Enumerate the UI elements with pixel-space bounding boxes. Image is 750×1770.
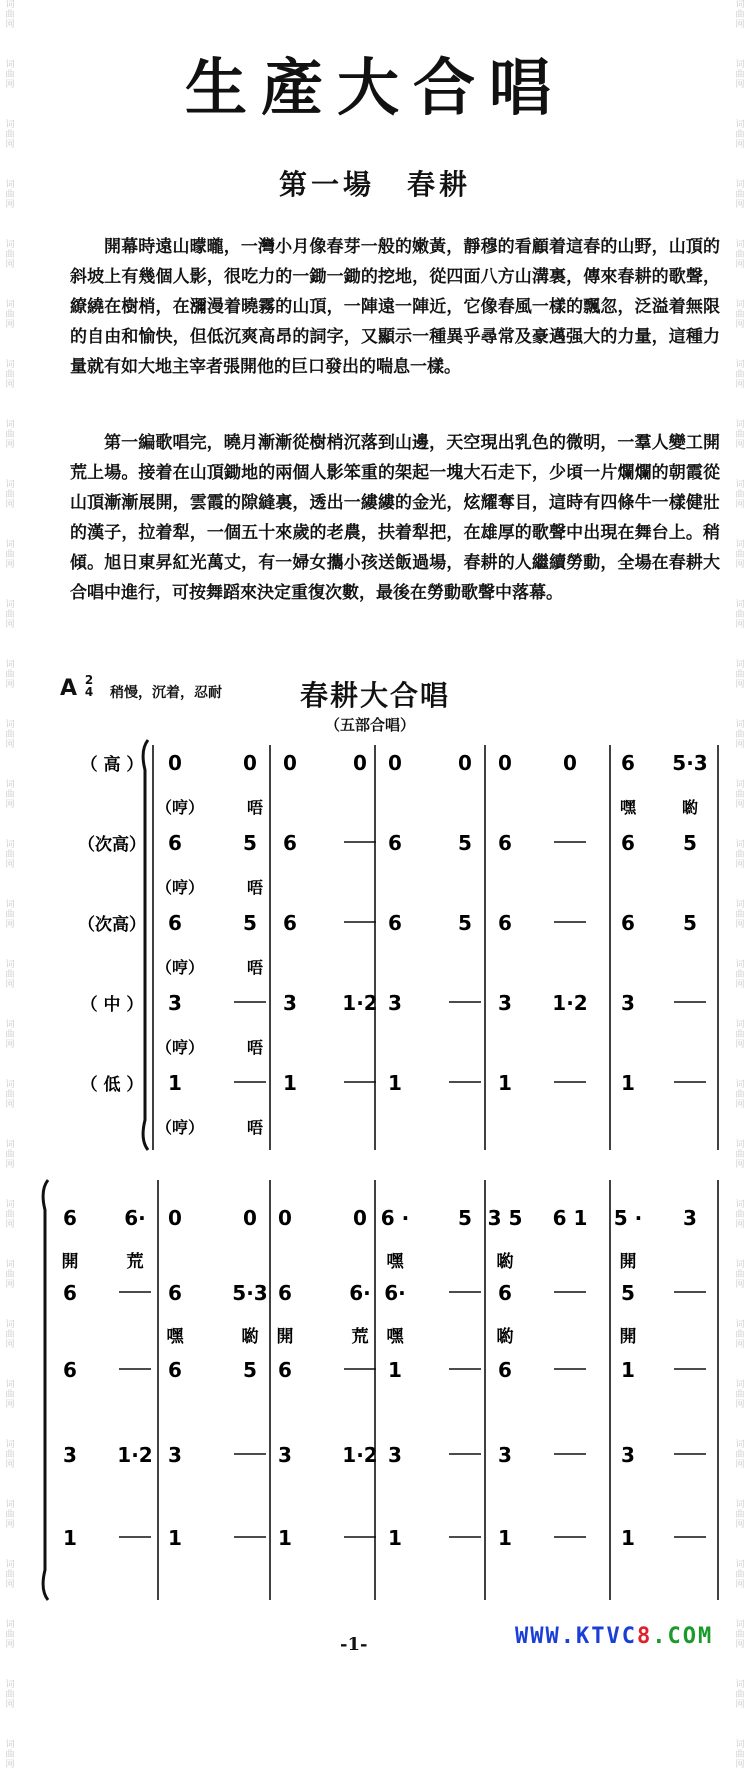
paragraph-1-text: 開幕時遠山曚曨，一灣小月像春芽一般的嫩黃，靜穆的看顧着這春的山野，山頂的斜坡上有幾個人影，很吃力的一鋤一鋤的挖地，從四面八方山溝裏，傳來春耕的歌聲，繚繞在樹梢，在瀰漫着曉霧的山頂，一陣遠一陣近，它像春風一樣的飄忽，泛溢着無限的自由和愉快，但低沉爽高昂的詞字，又顯示一種異乎尋常及豪邁强大的力量，這種力量就有如大地主宰者張開他的巨口發出的喘息一樣。 <box>70 237 720 377</box>
lyric: （哼） <box>155 1038 205 1057</box>
note: 0 <box>243 751 257 775</box>
note: 6 <box>621 911 635 935</box>
note: 6 <box>168 911 182 935</box>
note: 3 <box>278 1443 292 1467</box>
watermark-text: 词 曲 网 <box>735 1740 745 1770</box>
watermark-text: 词 曲 网 <box>735 420 745 450</box>
watermark-text: 词 曲 网 <box>735 1200 745 1230</box>
watermark-text: 词 曲 网 <box>735 60 745 90</box>
tempo-marking: 稍慢，沉着，忍耐 <box>110 685 222 701</box>
note: 3 <box>388 991 402 1015</box>
note: 1 <box>621 1358 635 1382</box>
watermark-text: 词 曲 网 <box>5 1560 15 1590</box>
part-label: （ 中 ） <box>80 995 144 1015</box>
watermark-text: 词 曲 网 <box>5 1500 15 1530</box>
watermark-text: 词 曲 网 <box>5 1440 15 1470</box>
watermark-text: 词 曲 网 <box>735 1080 745 1110</box>
note: 5 <box>458 1206 472 1230</box>
watermark-text: 词 曲 网 <box>735 1140 745 1170</box>
note: 0 <box>283 751 297 775</box>
watermark-text: 词 曲 网 <box>735 540 745 570</box>
watermark-text: 词 曲 网 <box>735 1620 745 1650</box>
note: 3 <box>621 991 635 1015</box>
lyric: （哼） <box>155 798 205 817</box>
note: 1 <box>168 1071 182 1095</box>
song-subtitle: （五部合唱） <box>325 716 416 734</box>
note: 5 <box>621 1281 635 1305</box>
note: 3 <box>63 1443 77 1467</box>
note: 1·2 <box>342 1443 378 1467</box>
note: 5·3 <box>672 751 708 775</box>
time-signature <box>82 674 96 698</box>
note: 0 <box>388 751 402 775</box>
watermark-text: 词 曲 网 <box>5 900 15 930</box>
note: 1 <box>388 1071 402 1095</box>
note: 3 <box>498 991 512 1015</box>
note: 5 <box>458 831 472 855</box>
lyric: 喲 <box>241 1327 259 1347</box>
note: 6 <box>621 751 635 775</box>
lyric: 唔 <box>246 798 264 817</box>
site-logo <box>515 1624 713 1649</box>
note: 5·3 <box>232 1281 268 1305</box>
note: 1·2 <box>117 1443 153 1467</box>
watermark-text: 词 曲 网 <box>735 300 745 330</box>
main-title: 生產大合唱 <box>184 51 565 124</box>
note: 1·2 <box>342 991 378 1015</box>
note: 6 <box>168 1281 182 1305</box>
lyric: 嘿 <box>386 1327 404 1347</box>
note: 0 <box>168 1206 182 1230</box>
watermark-text: 词 曲 网 <box>735 1560 745 1590</box>
watermark-text: 词 曲 网 <box>5 420 15 450</box>
watermark-text: 词 曲 网 <box>5 780 15 810</box>
watermark-text: 词 曲 网 <box>5 540 15 570</box>
note: 6· <box>384 1281 406 1305</box>
lyric: 開 <box>61 1252 79 1272</box>
meter-top: 2 <box>84 673 94 687</box>
page-number: -1- <box>340 1634 368 1655</box>
part-label: （ 低 ） <box>80 1075 144 1095</box>
note: 3 <box>168 1443 182 1467</box>
lyric: 喲 <box>496 1252 514 1272</box>
watermark-text: 词 曲 网 <box>5 120 15 150</box>
watermark-text: 词 曲 网 <box>5 240 15 270</box>
watermark-text: 词 曲 网 <box>5 300 15 330</box>
note: 3 <box>283 991 297 1015</box>
note: 6 <box>388 831 402 855</box>
watermark-text: 词 曲 网 <box>5 600 15 630</box>
watermark-text: 词 曲 网 <box>735 1440 745 1470</box>
note: 0 <box>353 751 367 775</box>
watermark-text: 词 曲 网 <box>5 840 15 870</box>
watermark-text: 词 曲 网 <box>5 1080 15 1110</box>
note: 1 <box>621 1071 635 1095</box>
watermark-text: 词 曲 网 <box>735 780 745 810</box>
lyric: （哼） <box>155 1118 205 1137</box>
note: 1 <box>388 1358 402 1382</box>
note: 1 <box>498 1071 512 1095</box>
paragraph-2-text: 第一編歌唱完，曉月漸漸從樹梢沉落到山邊，天空現出乳色的微明，一羣人變工開荒上場。接着在山頂鋤地的兩個人影笨重的架起一塊大石走下，少頃一片爛爛的朝霞從山頂漸漸展開，雲霞的隙縫裏，透出一縷縷的金光，炫耀奪目，這時有四條牛一樣健壯的漢子，拉着犁，一個五十來歲的老農，扶着犁把，在雄厚的歌聲中出現在舞台上。稍傾。旭日東昇紅光萬丈，有一婦女攜小孩送飯過場，春耕的人繼續勞動，全場在春耕大合唱中進行，可按舞蹈來決定重復次數，最後在勞動歌聲中落幕。 <box>70 433 720 603</box>
watermark-text: 词 曲 网 <box>735 1380 745 1410</box>
watermark-text: 词 曲 网 <box>5 180 15 210</box>
note: 6 <box>498 911 512 935</box>
watermark-text: 词 曲 网 <box>5 720 15 750</box>
note: 1 <box>278 1526 292 1550</box>
watermark-text: 词 曲 网 <box>5 1140 15 1170</box>
lyric: 唔 <box>246 1038 264 1057</box>
lyric: 開 <box>619 1252 637 1272</box>
watermark-text: 词 曲 网 <box>735 720 745 750</box>
lyric: 唔 <box>246 1118 264 1137</box>
note: 5 <box>683 911 697 935</box>
watermark-text: 词 曲 网 <box>5 960 15 990</box>
paragraph-2 <box>70 428 720 608</box>
note: 0 <box>353 1206 367 1230</box>
watermark-text: 词 曲 网 <box>5 1320 15 1350</box>
music-score <box>0 740 750 1630</box>
lyric: 嘿 <box>619 798 637 817</box>
part-label: （次高） <box>78 835 146 855</box>
note: 1 <box>498 1526 512 1550</box>
lyric: 喲 <box>681 798 699 817</box>
note: 6 <box>388 911 402 935</box>
note: 6 <box>278 1358 292 1382</box>
note: 6 <box>498 1358 512 1382</box>
note: 6 <box>498 1281 512 1305</box>
lyric: 喲 <box>496 1327 514 1347</box>
note: 5 <box>243 831 257 855</box>
note: 6 <box>283 831 297 855</box>
site-logo-part-0: WWW.KTVC <box>515 1624 637 1649</box>
watermark-text: 词 曲 网 <box>735 480 745 510</box>
note: 0 <box>498 751 512 775</box>
note: 0 <box>278 1206 292 1230</box>
watermark-text: 词 曲 网 <box>735 1020 745 1050</box>
note: 1 <box>283 1071 297 1095</box>
watermark-text: 词 曲 网 <box>735 120 745 150</box>
watermark-text: 词 曲 网 <box>735 1260 745 1290</box>
paragraph-1 <box>70 232 720 382</box>
note: 3 <box>683 1206 697 1230</box>
note: 3 <box>498 1443 512 1467</box>
note: 6 <box>621 831 635 855</box>
note: 6 1 <box>552 1206 588 1230</box>
watermark-text: 词 曲 网 <box>735 660 745 690</box>
watermark-text: 词 曲 网 <box>5 60 15 90</box>
watermark-text: 词 曲 网 <box>735 0 745 30</box>
note: 6· <box>124 1206 146 1230</box>
watermark-text: 词 曲 网 <box>735 240 745 270</box>
system1-brace <box>143 740 148 1150</box>
lyric: 嘿 <box>166 1327 184 1347</box>
watermark-text: 词 曲 网 <box>735 1320 745 1350</box>
watermark-text: 词 曲 网 <box>735 360 745 390</box>
note: 5 <box>243 1358 257 1382</box>
site-logo-part-2: .COM <box>652 1624 714 1649</box>
lyric: 嘿 <box>386 1252 404 1272</box>
note: 6 <box>63 1358 77 1382</box>
part-label: （ 高 ） <box>80 755 144 775</box>
site-logo-part-1: 8 <box>636 1624 653 1649</box>
watermark-text: 词 曲 网 <box>5 660 15 690</box>
note: 3 <box>388 1443 402 1467</box>
note: 6 <box>283 911 297 935</box>
note: 6· <box>349 1281 371 1305</box>
watermark-text: 词 曲 网 <box>735 600 745 630</box>
lyric: 開 <box>276 1327 294 1347</box>
watermark-text: 词 曲 网 <box>5 480 15 510</box>
watermark-text: 词 曲 网 <box>5 360 15 390</box>
lyric: 唔 <box>246 958 264 977</box>
lyric: 開 <box>619 1327 637 1347</box>
song-title: 春耕大合唱 <box>300 679 451 712</box>
watermark-text: 词 曲 网 <box>735 1500 745 1530</box>
watermark-text: 词 曲 网 <box>5 1260 15 1290</box>
note: 0 <box>243 1206 257 1230</box>
note: 0 <box>563 751 577 775</box>
watermark-text: 词 曲 网 <box>735 1680 745 1710</box>
note: 6 <box>168 1358 182 1382</box>
note: 1·2 <box>552 991 588 1015</box>
watermark-text: 词 曲 网 <box>5 1200 15 1230</box>
note: 6 · <box>380 1206 410 1230</box>
score-svg <box>0 740 750 1630</box>
watermark-text: 词 曲 网 <box>5 1380 15 1410</box>
note: 1 <box>168 1526 182 1550</box>
watermark-text: 词 曲 网 <box>735 900 745 930</box>
note: 6 <box>168 831 182 855</box>
lyric: 唔 <box>246 878 264 897</box>
watermark-text: 词 曲 网 <box>5 1680 15 1710</box>
section-label: A <box>60 676 78 701</box>
note: 5 <box>243 911 257 935</box>
note: 5 <box>458 911 472 935</box>
note: 6 <box>63 1206 77 1230</box>
note: 1 <box>388 1526 402 1550</box>
watermark-text: 词 曲 网 <box>5 1020 15 1050</box>
lyric: 荒 <box>351 1327 369 1347</box>
system2-brace <box>43 1180 48 1600</box>
note: 6 <box>63 1281 77 1305</box>
lyric: （哼） <box>155 878 205 897</box>
note: 5 <box>683 831 697 855</box>
note: 3 <box>621 1443 635 1467</box>
watermark-text: 词 曲 网 <box>5 0 15 30</box>
watermark-text: 词 曲 网 <box>5 1740 15 1770</box>
watermark-text: 词 曲 网 <box>735 180 745 210</box>
note: 6 <box>498 831 512 855</box>
meter-bottom: 4 <box>84 685 94 699</box>
note: 0 <box>458 751 472 775</box>
note: 0 <box>168 751 182 775</box>
watermark-text: 词 曲 网 <box>5 1620 15 1650</box>
watermark-text: 词 曲 网 <box>735 960 745 990</box>
part-label: （次高） <box>78 915 146 935</box>
watermark-text: 词 曲 网 <box>735 840 745 870</box>
note: 3 5 <box>487 1206 523 1230</box>
note: 1 <box>63 1526 77 1550</box>
note: 6 <box>278 1281 292 1305</box>
note: 3 <box>168 991 182 1015</box>
note: 1 <box>621 1526 635 1550</box>
lyric: （哼） <box>155 958 205 977</box>
scene-title: 第一場 春耕 <box>278 168 471 201</box>
song-header <box>60 674 710 734</box>
lyric: 荒 <box>126 1252 144 1272</box>
note: 5 · <box>613 1206 643 1230</box>
